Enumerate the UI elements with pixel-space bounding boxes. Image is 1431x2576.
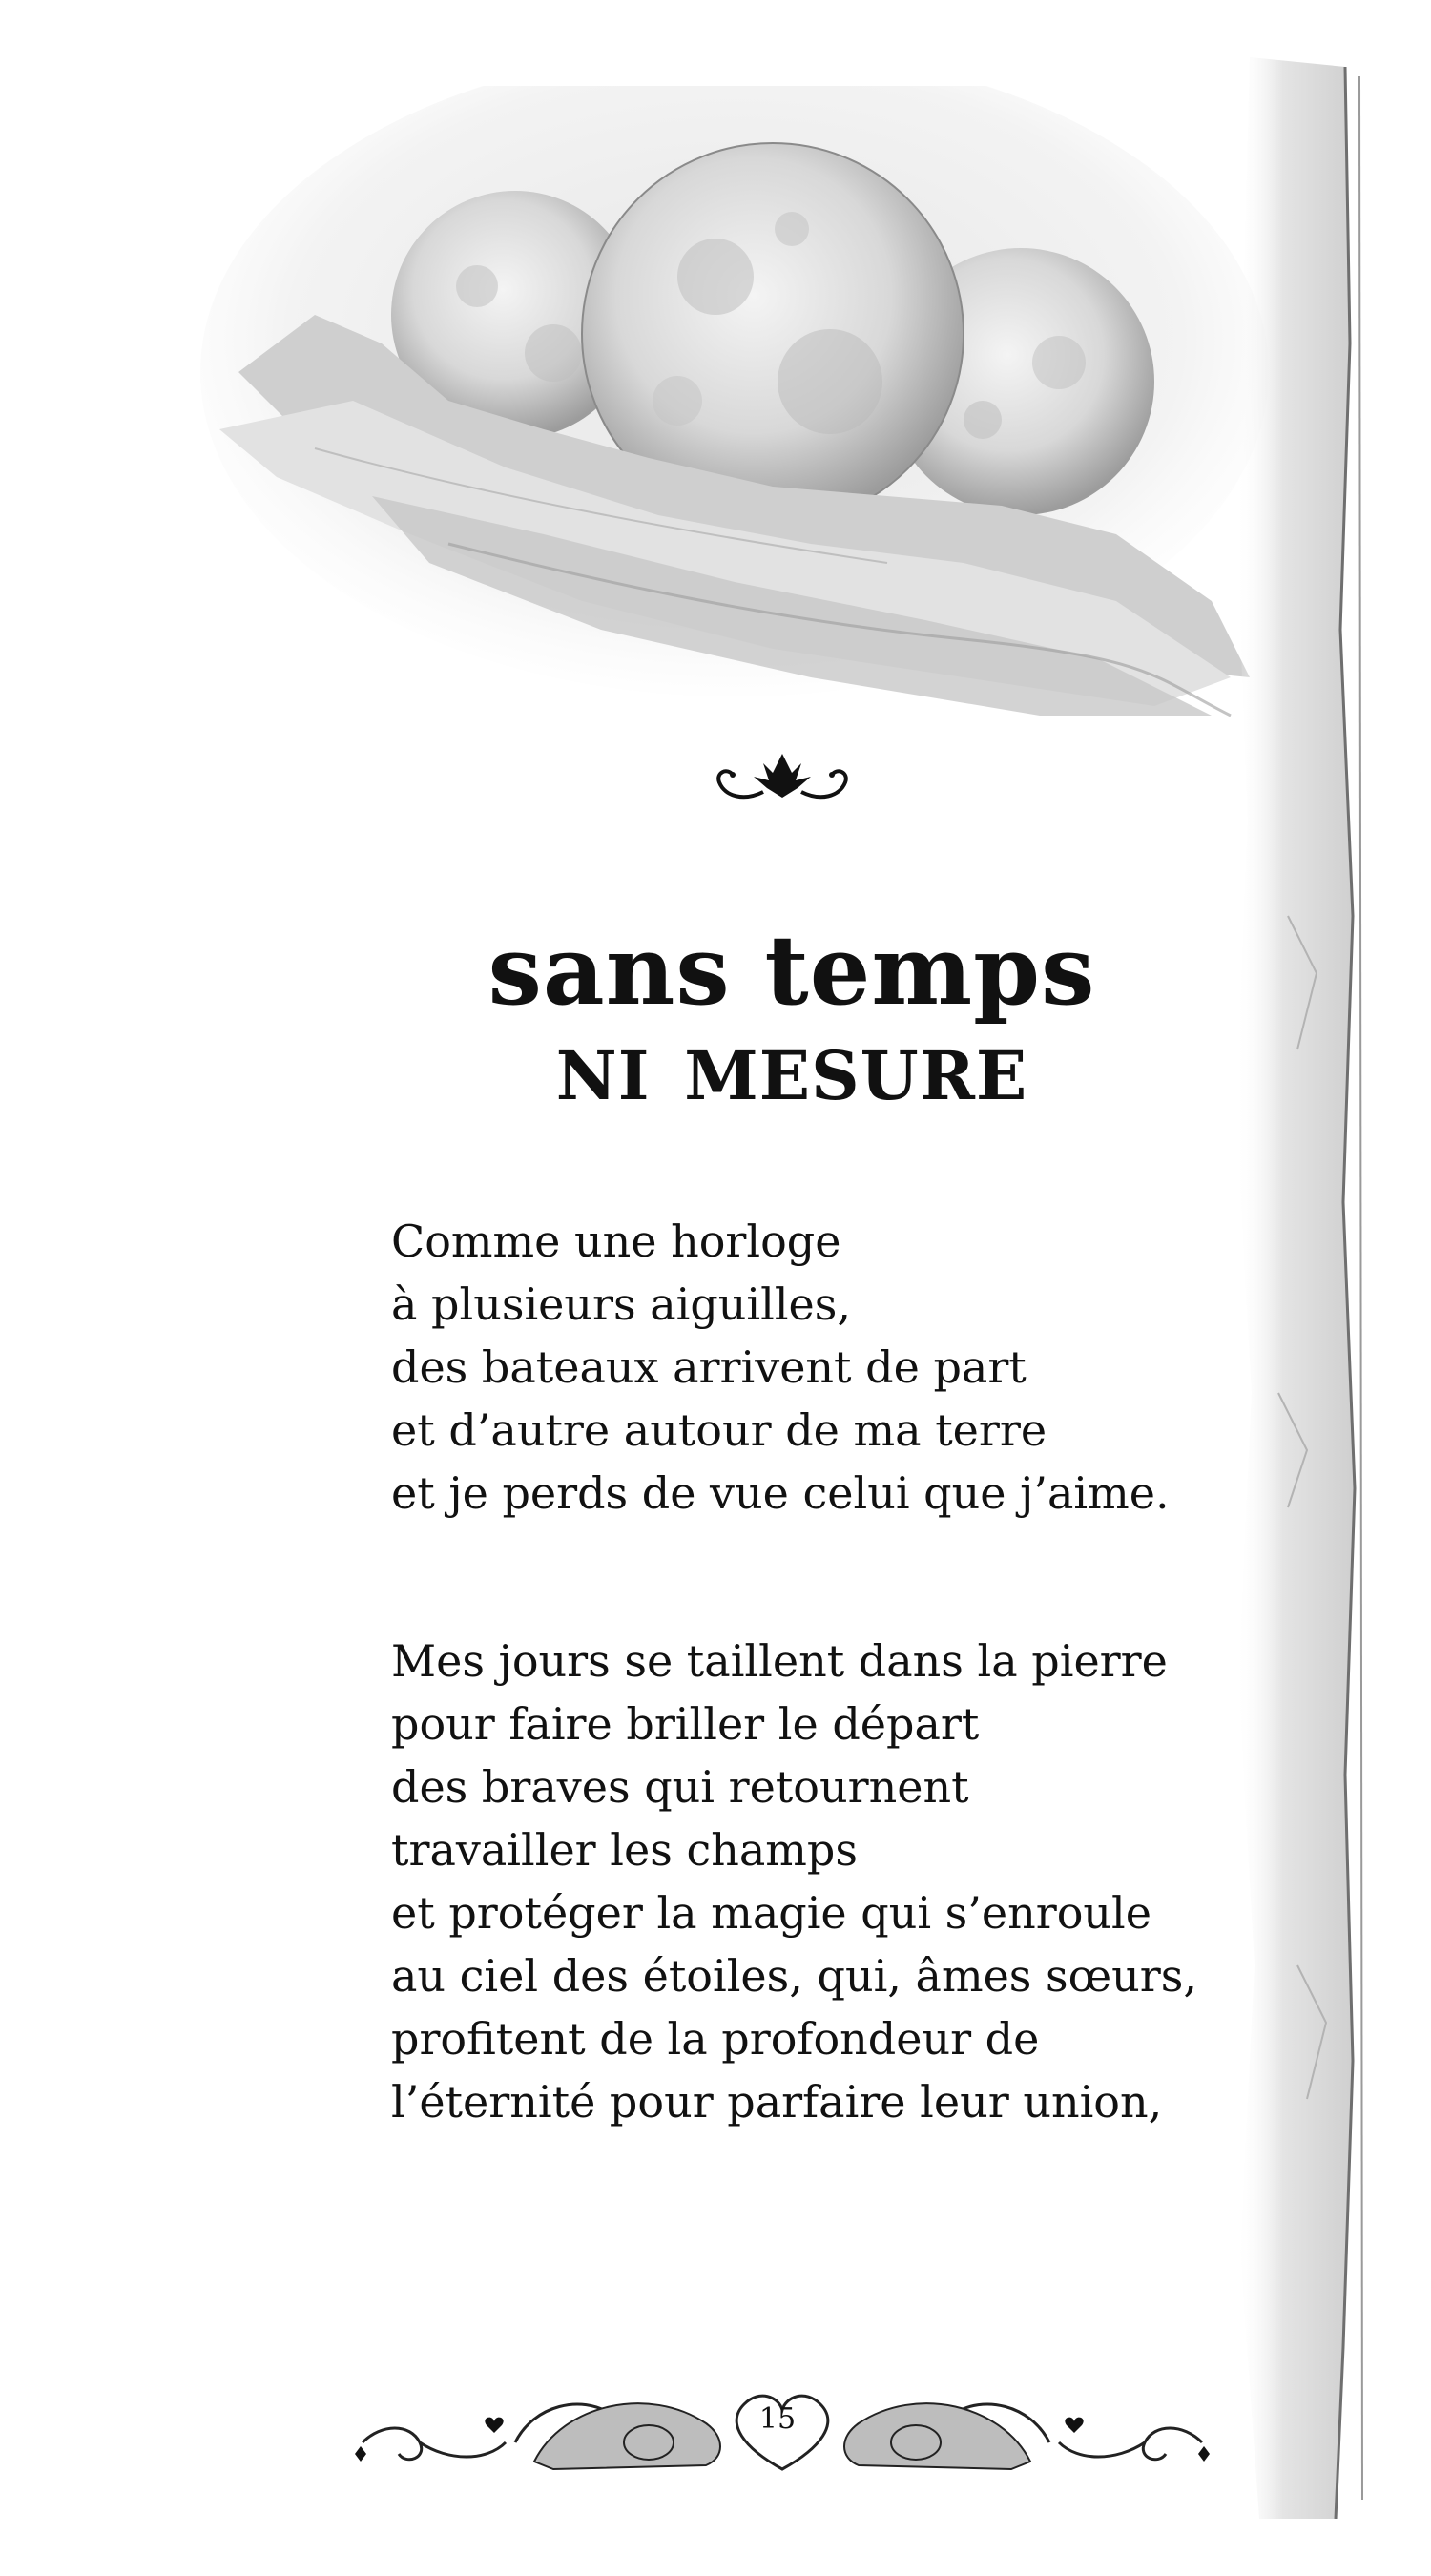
verse-line: profitent de la profondeur de bbox=[391, 2013, 1040, 2065]
paper-edge-decoration bbox=[1231, 57, 1374, 2519]
verse-line: travailler les champs bbox=[391, 1824, 858, 1876]
verse-line: des braves qui retournent bbox=[391, 1761, 969, 1813]
verse-line: Comme une horloge bbox=[391, 1215, 841, 1267]
stanza-1 bbox=[391, 1210, 1212, 1525]
verse-line: et je perds de vue celui que j’aime. bbox=[391, 1467, 1170, 1519]
verse-line: à plusieurs aiguilles, bbox=[391, 1278, 852, 1330]
verse-line: des bateaux arrivent de part bbox=[391, 1341, 1027, 1393]
flourish-ornament bbox=[706, 744, 859, 811]
page-number: 15 bbox=[758, 2402, 797, 2436]
verse-line: Mes jours se taillent dans la pierre bbox=[391, 1635, 1168, 1687]
verse-line: au ciel des étoiles, qui, âmes sœurs, bbox=[391, 1950, 1197, 2002]
poem-title-line-2: ni mesure bbox=[555, 1009, 1028, 1122]
verse-line: l’éternité pour parfaire leur union, bbox=[391, 2076, 1163, 2128]
verse-line: pour faire briller le départ bbox=[391, 1698, 980, 1750]
verse-line: et d’autre autour de ma terre bbox=[391, 1404, 1047, 1456]
moons-illustration bbox=[200, 86, 1269, 735]
verse-line: et protéger la magie qui s’enroule bbox=[391, 1887, 1151, 1939]
poem-title bbox=[401, 914, 1183, 1122]
poem-title-line-1: sans temps bbox=[487, 914, 1096, 1027]
stanza-2 bbox=[391, 1630, 1212, 2133]
